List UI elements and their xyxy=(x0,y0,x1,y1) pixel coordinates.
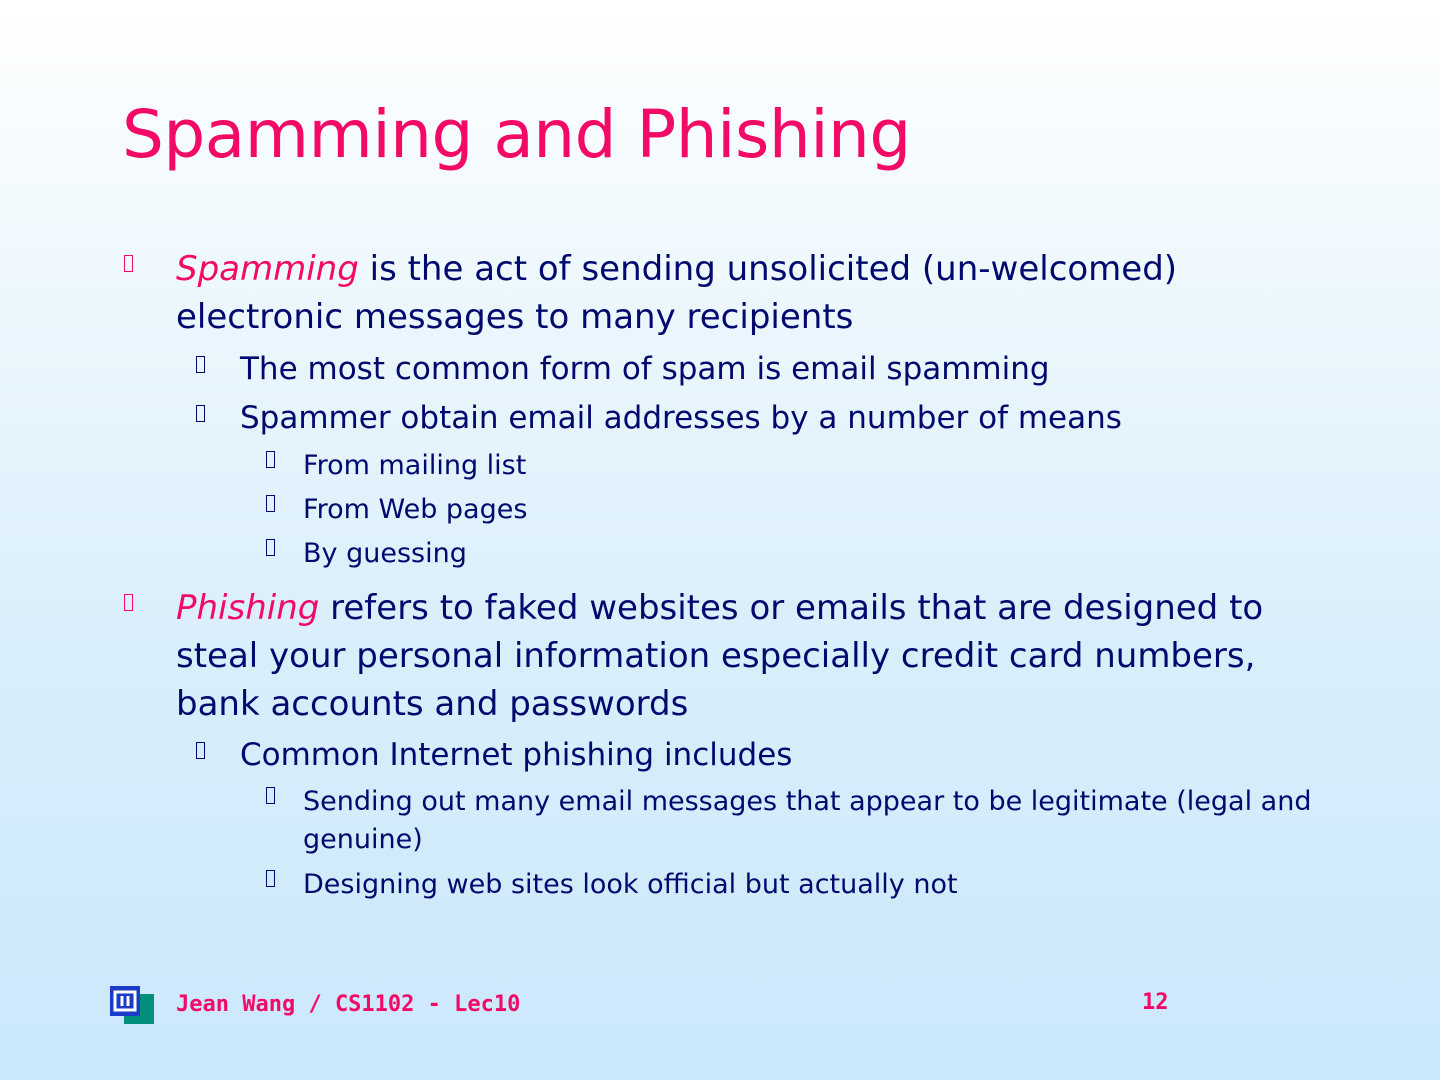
bullet-box-icon xyxy=(196,742,205,759)
bullet-box-icon xyxy=(266,787,275,804)
bullet-text: is the act of sending unsolicited (un-welcomed) electronic messages to many recipients xyxy=(176,249,1178,337)
bullet-guessing xyxy=(303,535,1313,573)
bullet-web-sites xyxy=(303,866,1313,904)
bullet-web-pages xyxy=(303,491,1313,529)
page-number: 12 xyxy=(1142,990,1169,1015)
bullet-box-icon xyxy=(196,405,205,422)
bullet-text: Sending out many email messages that appear to be legitimate (legal and genuine) xyxy=(303,786,1312,855)
term-phishing: Phishing xyxy=(176,588,320,628)
bullet-text: From Web pages xyxy=(303,494,528,525)
bullet-box-icon xyxy=(266,451,275,468)
bullet-box-icon xyxy=(266,539,275,556)
footer-author-course: Jean Wang / CS1102 - Lec10 xyxy=(176,992,521,1017)
bullet-box-icon xyxy=(124,594,133,611)
bullet-email-spamming xyxy=(240,347,1340,391)
bullet-obtain-addresses xyxy=(240,396,1340,440)
bullet-text: From mailing list xyxy=(303,450,527,481)
bullet-box-icon xyxy=(124,255,133,272)
term-spamming: Spamming xyxy=(176,249,359,289)
bullet-text: By guessing xyxy=(303,538,467,569)
bullet-text: Spammer obtain email addresses by a number of means xyxy=(240,400,1122,436)
bullet-box-icon xyxy=(196,356,205,373)
bullet-spamming xyxy=(176,245,1346,341)
slide-title: Spamming and Phishing xyxy=(122,96,911,173)
university-logo-icon xyxy=(106,982,156,1028)
bullet-phishing xyxy=(176,584,1346,728)
bullet-text: Common Internet phishing includes xyxy=(240,737,793,773)
bullet-mailing-list xyxy=(303,447,1313,485)
bullet-common-phishing xyxy=(240,733,1340,777)
bullet-text: refers to faked websites or emails that are designed to steal your personal information especially credit card numbers, bank accounts and passwords xyxy=(176,588,1264,724)
bullet-text: Designing web sites look official but actually not xyxy=(303,869,958,900)
bullet-email-messages xyxy=(303,783,1313,859)
bullet-box-icon xyxy=(266,870,275,887)
bullet-text: The most common form of spam is email spamming xyxy=(240,351,1050,387)
bullet-box-icon xyxy=(266,495,275,512)
